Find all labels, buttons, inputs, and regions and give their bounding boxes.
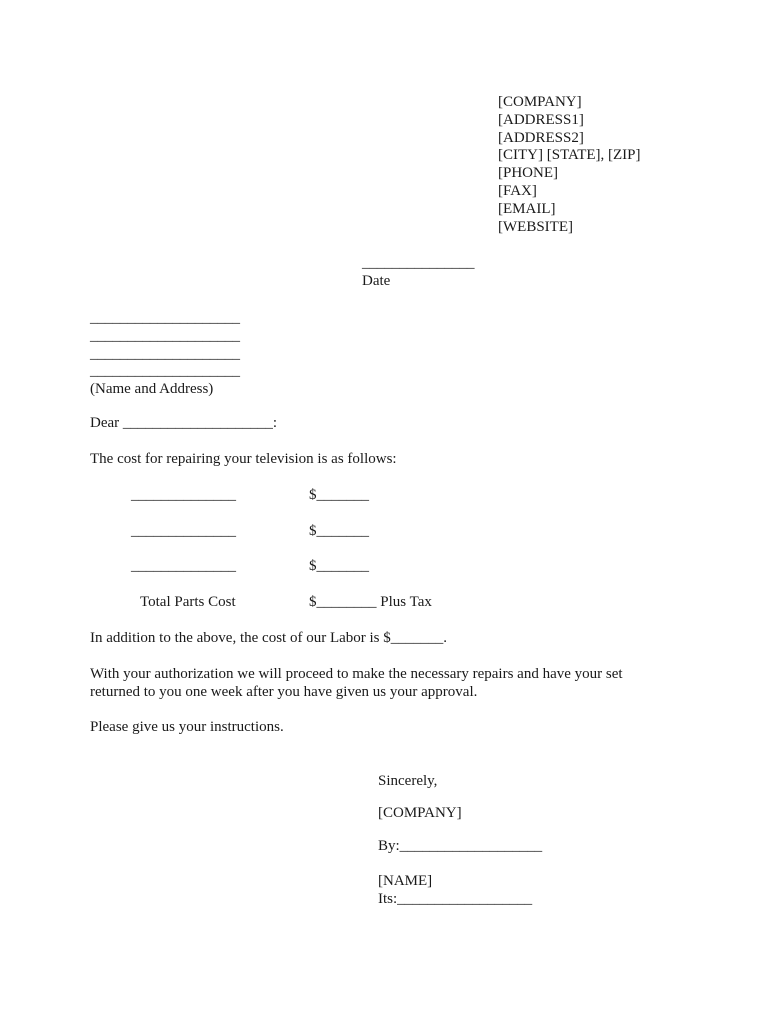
authorization-paragraph: [90, 666, 623, 702]
closing-sincerely: Sincerely,: [378, 773, 438, 789]
letterhead-email: [EMAIL]: [498, 200, 556, 217]
letterhead-company: [COMPANY]: [498, 94, 582, 110]
recipient-block: [90, 310, 240, 399]
cost-item-blank: ______________: [131, 558, 236, 574]
instructions-paragraph: Please give us your instructions.: [90, 719, 284, 735]
total-parts-amount: $________ Plus Tax: [309, 594, 432, 610]
recipient-line: ____________________: [90, 327, 240, 344]
closing-name-block: [378, 873, 532, 909]
letterhead: [498, 94, 641, 236]
cost-item-blank: ______________: [131, 487, 236, 503]
recipient-caption: (Name and Address): [90, 381, 214, 398]
closing-name: [NAME]: [378, 873, 433, 889]
salutation: Dear ____________________:: [90, 415, 278, 431]
letterhead-phone: [PHONE]: [498, 165, 558, 182]
date-label: Date: [362, 272, 391, 289]
closing-company: [COMPANY]: [378, 805, 462, 821]
authorization-line: returned to you one week after you have given us your approval.: [90, 683, 478, 700]
letterhead-fax: [FAX]: [498, 182, 537, 199]
intro-paragraph: The cost for repairing your television is as follows:: [90, 451, 397, 467]
cost-item-blank: ______________: [131, 523, 236, 539]
date-block: [362, 255, 475, 291]
cost-item-amount: $_______: [309, 487, 369, 503]
date-blank: _______________: [362, 255, 475, 271]
recipient-line: ____________________: [90, 363, 240, 380]
letterhead-address1: [ADDRESS1]: [498, 111, 584, 128]
labor-paragraph: In addition to the above, the cost of our Labor is $_______.: [90, 630, 448, 646]
letterhead-address2: [ADDRESS2]: [498, 129, 584, 146]
total-parts-label: Total Parts Cost: [140, 594, 236, 610]
cost-item-amount: $_______: [309, 558, 369, 574]
cost-item-amount: $_______: [309, 523, 369, 539]
closing-its: Its:__________________: [378, 890, 533, 907]
recipient-line: ____________________: [90, 345, 240, 362]
closing-by-signature: By:___________________: [378, 838, 543, 854]
letterhead-city-state-zip: [CITY] [STATE], [ZIP]: [498, 147, 641, 164]
letterhead-website: [WEBSITE]: [498, 218, 573, 235]
recipient-line: ____________________: [90, 310, 240, 326]
authorization-line: With your authorization we will proceed to make the necessary repairs and have your set: [90, 666, 623, 682]
